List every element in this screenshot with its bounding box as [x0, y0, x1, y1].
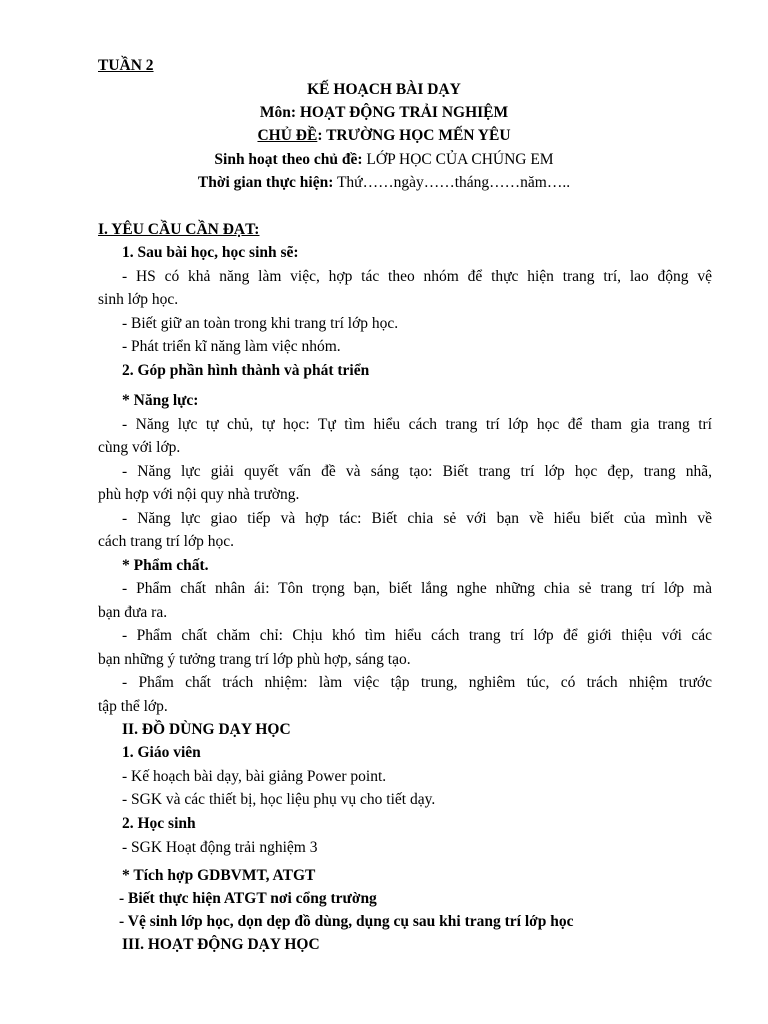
time-label: Thời gian thực hiện:	[197, 174, 334, 191]
qual2-line1: - Phẩm chất chăm chỉ: Chịu khó tìm hiểu cách trang trí lớp để giới thiệu với các	[122, 627, 712, 644]
theme-label: CHỦ ĐỀ	[257, 127, 318, 144]
item1-line2: sinh lớp học.	[98, 291, 179, 308]
section1-heading: I. YÊU CẦU CẦN ĐẠT:	[98, 221, 260, 238]
theme-colon: :	[317, 127, 327, 144]
qual1-line1: - Phẩm chất nhân ái: Tôn trọng bạn, biết lắng nghe những chia sẻ trang trí lớp mà	[122, 580, 712, 597]
section1-sub1: 1. Sau bài học, học sinh sẽ:	[122, 244, 299, 261]
subject-line	[0, 103, 768, 123]
student-heading: 2. Học sinh	[122, 815, 196, 832]
item2: - Biết giữ an toàn trong khi trang trí lớp học.	[122, 315, 399, 332]
week-label: TUẦN 2	[98, 57, 154, 74]
integration-item2: - Vệ sinh lớp học, dọn dẹp đồ dùng, dụng cụ sau khi trang trí lớp học	[119, 913, 574, 930]
teacher-item2: - SGK và các thiết bị, học liệu phụ vụ cho tiết dạy.	[122, 791, 436, 808]
comp2-line2: phù hợp với nội quy nhà trường.	[98, 486, 300, 503]
qual2-line2: bạn những ý tưởng trang trí lớp phù hợp, sáng tạo.	[98, 651, 411, 668]
integration-item1: - Biết thực hiện ATGT nơi cổng trường	[119, 890, 377, 907]
activity-label: Sinh hoạt theo chủ đề:	[214, 151, 367, 168]
item1-line1: - HS có khả năng làm việc, hợp tác theo nhóm để thực hiện trang trí, lao động vệ	[122, 268, 712, 285]
theme-line	[0, 126, 768, 146]
teacher-heading: 1. Giáo viên	[122, 744, 201, 761]
section2-heading: II. ĐỒ DÙNG DẠY HỌC	[122, 721, 291, 738]
activity-value: LỚP HỌC CỦA CHÚNG EM	[366, 151, 554, 168]
comp3-line2: cách trang trí lớp học.	[98, 533, 235, 550]
qual3-line1: - Phẩm chất trách nhiệm: làm việc tập trung, nghiêm túc, có trách nhiệm trước	[122, 674, 712, 691]
plan-title: KẾ HOẠCH BÀI DẠY	[307, 81, 461, 98]
activity-line	[0, 150, 768, 170]
theme-value: TRƯỜNG HỌC MẾN YÊU	[326, 127, 511, 144]
section1-sub2: 2. Góp phần hình thành và phát triển	[122, 362, 370, 379]
comp2-line1: - Năng lực giải quyết vấn đề và sáng tạo: Biết trang trí lớp học đẹp, trang nhã,	[122, 463, 712, 480]
time-line	[0, 173, 768, 193]
subject-value: HOẠT ĐỘNG TRẢI NGHIỆM	[299, 104, 509, 121]
competence-heading: * Năng lực:	[122, 392, 199, 409]
subject-label: Môn:	[259, 104, 300, 121]
qual1-line2: bạn đưa ra.	[98, 604, 168, 621]
item3: - Phát triển kĩ năng làm việc nhóm.	[122, 338, 341, 355]
student-item1: - SGK Hoạt động trải nghiệm 3	[122, 839, 318, 856]
integration-heading: * Tích hợp GDBVMT, ATGT	[122, 867, 316, 884]
comp3-line1: - Năng lực giao tiếp và hợp tác: Biết chia sẻ với bạn về hiểu biết của mình về	[122, 510, 712, 527]
teacher-item1: - Kế hoạch bài dạy, bài giảng Power point.	[122, 768, 387, 785]
comp1-line2: cùng với lớp.	[98, 439, 181, 456]
section3-heading: III. HOẠT ĐỘNG DẠY HỌC	[122, 936, 320, 953]
comp1-line1: - Năng lực tự chủ, tự học: Tự tìm hiểu cách trang trí lớp học để tham gia trang trí	[122, 416, 712, 433]
time-value: Thứ……ngày……tháng……năm…..	[333, 174, 571, 191]
quality-heading: * Phẩm chất.	[122, 557, 209, 574]
qual3-line2: tập thể lớp.	[98, 698, 168, 715]
